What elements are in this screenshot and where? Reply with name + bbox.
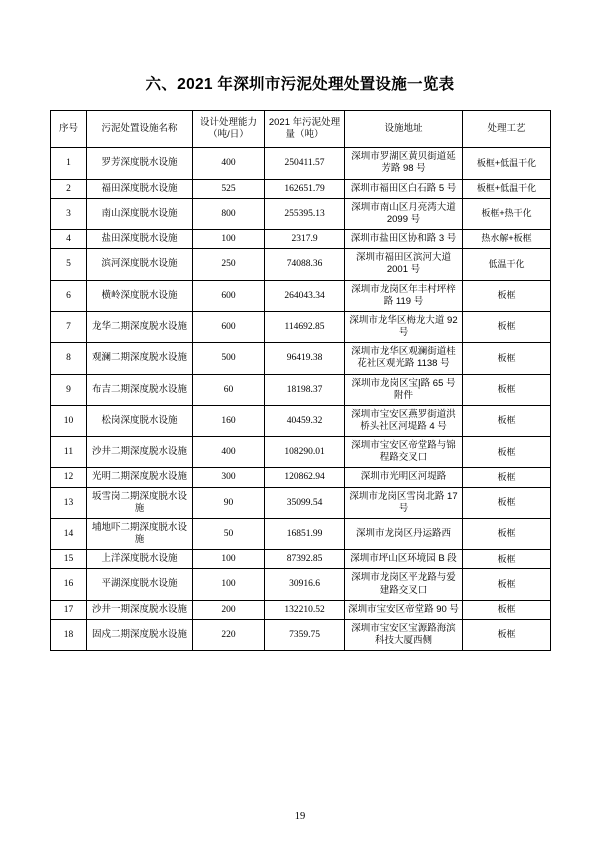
column-header-address: 设施地址 [345,111,463,148]
cell-capacity: 600 [193,280,265,311]
cell-name: 横岭深度脱水设施 [87,280,193,311]
column-header-index: 序号 [51,111,87,148]
cell-name: 龙华二期深度脱水设施 [87,311,193,342]
cell-name: 埔地吓二期深度脱水设施 [87,518,193,549]
cell-amount: 120862.94 [265,468,345,487]
cell-address: 深圳市南山区月亮湾大道 2099 号 [345,198,463,229]
cell-capacity: 100 [193,569,265,600]
cell-address: 深圳市光明区河堤路 [345,468,463,487]
cell-name: 布吉二期深度脱水设施 [87,374,193,405]
cell-index: 1 [51,148,87,179]
cell-amount: 87392.85 [265,550,345,569]
cell-index: 7 [51,311,87,342]
cell-amount: 35099.54 [265,487,345,518]
cell-index: 9 [51,374,87,405]
cell-amount: 255395.13 [265,198,345,229]
cell-capacity: 90 [193,487,265,518]
column-header-name: 污泥处置设施名称 [87,111,193,148]
cell-capacity: 600 [193,311,265,342]
cell-index: 16 [51,569,87,600]
cell-capacity: 500 [193,343,265,374]
cell-address: 深圳市宝安区帝堂路 90 号 [345,600,463,619]
cell-process: 低温干化 [463,249,551,280]
cell-amount: 2317.9 [265,230,345,249]
cell-address: 深圳市福田区滨河大道 2001 号 [345,249,463,280]
table-header-row [51,111,551,148]
cell-capacity: 50 [193,518,265,549]
table-row [51,179,551,198]
facility-table-container [50,110,550,651]
page-number: 19 [294,811,306,822]
cell-capacity: 100 [193,230,265,249]
cell-process: 板框 [463,569,551,600]
cell-process: 板框 [463,600,551,619]
cell-capacity: 220 [193,619,265,650]
cell-name: 观澜二期深度脱水设施 [87,343,193,374]
cell-address: 深圳市龙岗区宝إ路 65 号附件 [345,374,463,405]
cell-process: 板框 [463,311,551,342]
cell-process: 板框+低温干化 [463,148,551,179]
table-row [51,311,551,342]
table-row [51,487,551,518]
cell-process: 板框 [463,343,551,374]
cell-amount: 40459.32 [265,405,345,436]
cell-capacity: 400 [193,437,265,468]
cell-address: 深圳市龙岗区丹运路西 [345,518,463,549]
cell-process: 板框 [463,374,551,405]
cell-name: 松岗深度脱水设施 [87,405,193,436]
table-row [51,405,551,436]
table-row [51,249,551,280]
cell-capacity: 800 [193,198,265,229]
cell-amount: 16851.99 [265,518,345,549]
cell-name: 福田深度脱水设施 [87,179,193,198]
table-row [51,343,551,374]
cell-amount: 114692.85 [265,311,345,342]
cell-index: 4 [51,230,87,249]
cell-process: 板框 [463,468,551,487]
cell-capacity: 160 [193,405,265,436]
cell-name: 沙井二期深度脱水设施 [87,437,193,468]
cell-process: 板框 [463,550,551,569]
facility-table [50,110,551,651]
cell-capacity: 250 [193,249,265,280]
cell-amount: 74088.36 [265,249,345,280]
cell-address: 深圳市龙岗区年丰村坪梓路 119 号 [345,280,463,311]
cell-name: 沙井一期深度脱水设施 [87,600,193,619]
table-row [51,280,551,311]
cell-amount: 30916.6 [265,569,345,600]
table-row [51,600,551,619]
cell-amount: 7359.75 [265,619,345,650]
cell-capacity: 200 [193,600,265,619]
cell-address: 深圳市罗湖区黄贝街道延芳路 98 号 [345,148,463,179]
cell-process: 热水解+板框 [463,230,551,249]
cell-index: 8 [51,343,87,374]
cell-process: 板框 [463,619,551,650]
cell-index: 10 [51,405,87,436]
cell-name: 光明二期深度脱水设施 [87,468,193,487]
cell-index: 14 [51,518,87,549]
table-row [51,619,551,650]
cell-process: 板框 [463,280,551,311]
cell-name: 上洋深度脱水设施 [87,550,193,569]
cell-amount: 250411.57 [265,148,345,179]
cell-process: 板框 [463,405,551,436]
cell-index: 11 [51,437,87,468]
cell-process: 板框 [463,487,551,518]
cell-address: 深圳市龙华区观澜街道桂花社区观光路 1138 号 [345,343,463,374]
table-row [51,569,551,600]
page-title: 六、2021 年深圳市污泥处理处置设施一览表 [145,76,455,93]
cell-process: 板框 [463,518,551,549]
cell-process: 板框+热干化 [463,198,551,229]
cell-amount: 264043.34 [265,280,345,311]
cell-index: 17 [51,600,87,619]
cell-amount: 108290.01 [265,437,345,468]
cell-address: 深圳市福田区白石路 5 号 [345,179,463,198]
cell-amount: 162651.79 [265,179,345,198]
cell-address: 深圳市龙华区梅龙大道 92 号 [345,311,463,342]
cell-index: 3 [51,198,87,229]
cell-address: 深圳市盐田区协和路 3 号 [345,230,463,249]
table-row [51,374,551,405]
column-header-capacity: 设计处理能力（吨/日） [193,111,265,148]
cell-address: 深圳市宝安区燕罗街道洪桥头社区河堤路 4 号 [345,405,463,436]
table-row [51,230,551,249]
cell-index: 2 [51,179,87,198]
cell-amount: 96419.38 [265,343,345,374]
cell-index: 18 [51,619,87,650]
table-row [51,148,551,179]
column-header-amount: 2021 年污泥处理量（吨） [265,111,345,148]
cell-amount: 132210.52 [265,600,345,619]
cell-capacity: 400 [193,148,265,179]
cell-address: 深圳市坪山区环境园 B 段 [345,550,463,569]
table-row [51,198,551,229]
cell-index: 12 [51,468,87,487]
table-row [51,518,551,549]
cell-capacity: 100 [193,550,265,569]
table-header [51,111,551,148]
table-body [51,148,551,651]
cell-index: 5 [51,249,87,280]
cell-amount: 18198.37 [265,374,345,405]
cell-address: 深圳市宝安区宝源路海滨科技大厦西侧 [345,619,463,650]
cell-name: 南山深度脱水设施 [87,198,193,229]
cell-capacity: 60 [193,374,265,405]
cell-capacity: 300 [193,468,265,487]
cell-process: 板框 [463,437,551,468]
cell-name: 平湖深度脱水设施 [87,569,193,600]
table-row [51,550,551,569]
column-header-process: 处理工艺 [463,111,551,148]
cell-name: 滨河深度脱水设施 [87,249,193,280]
cell-address: 深圳市龙岗区雪岗北路 17 号 [345,487,463,518]
cell-address: 深圳市龙岗区平龙路与爱建路交叉口 [345,569,463,600]
cell-name: 坂雪岗二期深度脱水设施 [87,487,193,518]
cell-capacity: 525 [193,179,265,198]
table-row [51,437,551,468]
cell-address: 深圳市宝安区帝堂路与锦程路交叉口 [345,437,463,468]
cell-index: 6 [51,280,87,311]
cell-index: 15 [51,550,87,569]
cell-name: 罗芳深度脱水设施 [87,148,193,179]
cell-index: 13 [51,487,87,518]
cell-name: 盐田深度脱水设施 [87,230,193,249]
cell-process: 板框+低温干化 [463,179,551,198]
table-row [51,468,551,487]
cell-name: 固戍二期深度脱水设施 [87,619,193,650]
